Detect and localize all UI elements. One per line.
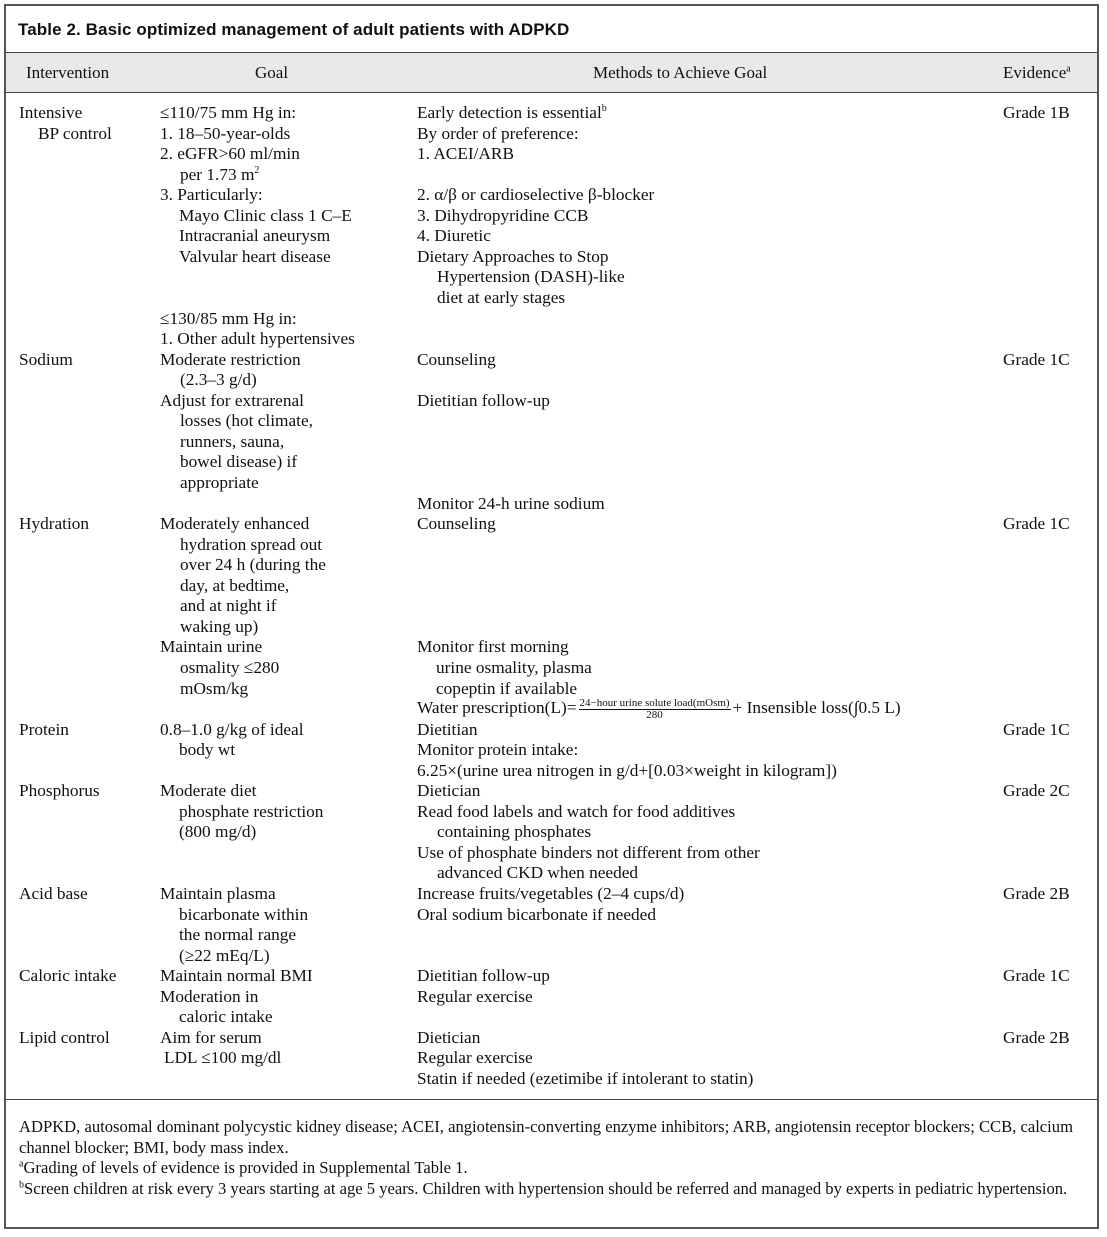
sodium-goal-line: appropriate [180,473,259,492]
header-methods: Methods to Achieve Goal [593,63,768,82]
caloric-method-line: Regular exercise [417,987,533,1006]
bp-goal-line: Valvular heart disease [179,247,331,266]
phosphorus-goal-line: Moderate diet [160,781,257,800]
water-prescription-formula: Water prescription(L)= $\frac{\text{24−hour urine solute load(mOsm)}}{280}$ + Insensible loss(∫0.5 L) [417,696,901,721]
bp-method-line: Hypertension (DASH)-like [437,267,625,286]
bp-goal-line: 1. Other adult hypertensives [160,329,355,348]
sodium-method-line: Monitor 24-h urine sodium [417,494,605,513]
phosphorus-method-line: Dietician [417,781,481,800]
footnote-divider [6,1099,1097,1100]
acid-goal-line: the normal range [179,925,297,944]
bp-method-line: diet at early stages [437,288,566,307]
hydration-goal-line: day, at bedtime, [180,576,290,595]
phosphorus-method-line: advanced CKD when needed [437,863,639,882]
bp-goal-line: Mayo Clinic class 1 C–E [179,206,352,225]
phosphorus-method-line: Use of phosphate binders not different from other [417,843,760,862]
hydration-method-line: copeptin if available [436,679,578,698]
bp-evidence: Grade 1B [1003,103,1070,122]
hydration-method-line: urine osmality, plasma [436,658,592,677]
header-intervention: Intervention [26,63,110,82]
protein-method-line: Dietitian [417,720,478,739]
bp-method-line: 2. α/β or cardioselective β-blocker [417,185,655,204]
formula-fraction: $\frac{\text{24−hour urine solute load(mOsm)}}{280}$ [579,696,730,721]
protein-method-line: Monitor protein intake: [417,740,579,759]
footnote-b: $^b$Screen children at risk every 3 years starting at age 5 years. Children with hypertension should be referred and managed by experts in pediatric hypertension. [19,1178,1068,1198]
bp-goal-line: Intracranial aneurysm [179,226,331,245]
bp-goal-line: 3. Particularly: [160,185,263,204]
footnote-a: $^a$Grading of levels of evidence is provided in Supplemental Table 1. [19,1158,468,1177]
bp-goal-line: ≤110/75 mm Hg in: [160,103,297,122]
sodium-goal-line: Adjust for extrarenal [160,391,304,410]
row-caloric-intervention: Caloric intake [19,966,117,985]
protein-method-line: 6.25×(urine urea nitrogen in g/d+[0.03×weight in kilogram]) [417,761,837,780]
bp-goal-line: per 1.73 $m^2$ [180,165,260,184]
header-evidence: Evidence$^a$ [1003,63,1071,82]
lipid-evidence: Grade 2B [1003,1028,1070,1047]
phosphorus-method-line: containing phosphates [437,822,592,841]
header-goal: Goal [255,63,289,82]
hydration-method-line: Monitor first morning [417,637,569,656]
caloric-goal-line: Maintain normal BMI [160,966,313,985]
acid-goal-line: (≥22 mEq/L) [179,946,270,965]
bp-method-line: 4. Diuretic [417,226,491,245]
caloric-method-line: Dietitian follow-up [417,966,550,985]
protein-goal-line: body wt [179,740,236,759]
sodium-goal-line: runners, sauna, [180,432,285,451]
bp-method-line: Dietary Approaches to Stop [417,247,609,266]
bp-method-line: By order of preference: [417,124,579,143]
lipid-method-line: Statin if needed (ezetimibe if intolerant to statin) [417,1069,754,1088]
table-title: Table 2. Basic optimized management of adult patients with ADPKD [18,20,570,39]
hydration-goal-line: Moderately enhanced [160,514,310,533]
sodium-evidence: Grade 1C [1003,350,1070,369]
row-protein-intervention: Protein [19,720,69,739]
hydration-goal-line: hydration spread out [180,535,323,554]
hydration-evidence: Grade 1C [1003,514,1070,533]
protein-evidence: Grade 1C [1003,720,1070,739]
acid-method-line: Increase fruits/vegetables (2–4 cups/d) [417,884,685,903]
lipid-method-line: Dietician [417,1028,481,1047]
phosphorus-method-line: Read food labels and watch for food additives [417,802,736,821]
sodium-goal-line: bowel disease) if [180,452,298,471]
acid-method-line: Oral sodium bicarbonate if needed [417,905,656,924]
hydration-goal-line: waking up) [180,617,259,636]
acid-goal-line: Maintain plasma [160,884,276,903]
caloric-goal-line: caloric intake [179,1007,273,1026]
bp-goal-line: ≤130/85 mm Hg in: [160,309,297,328]
hydration-goal-line: over 24 h (during the [180,555,326,574]
acid-goal-line: bicarbonate within [179,905,309,924]
phosphorus-evidence: Grade 2C [1003,781,1070,800]
hydration-goal-line: mOsm/kg [180,679,249,698]
sodium-goal-line: Moderate restriction [160,350,301,369]
table-footnotes [19,1117,1091,1199]
lipid-goal-line: Aim for serum [160,1028,262,1047]
caloric-evidence: Grade 1C [1003,966,1070,985]
bp-method-line: 3. Dihydropyridine CCB [417,206,589,225]
phosphorus-goal-line: phosphate restriction [179,802,324,821]
lipid-goal-line: LDL ≤100 mg/dl [164,1048,282,1067]
hydration-goal-line: and at night if [180,596,277,615]
row-acid-base-intervention: Acid base [19,884,88,903]
sodium-method-line: Dietitian follow-up [417,391,550,410]
hydration-goal-line: osmality ≤280 [180,658,280,677]
row-bp-intervention: Intensive [19,103,83,122]
footnote-abbreviations: ADPKD, autosomal dominant polycystic kidney disease; ACEI, angiotensin-converting enzyme inhibitors; ARB, angiotensin receptor blockers; CCB, calcium channel blocker; BMI, body mass index. [19,1117,1073,1157]
bp-goal-line: 1. 18–50-year-olds [160,124,291,143]
row-hydration-intervention: Hydration [19,514,90,533]
lipid-method-line: Regular exercise [417,1048,533,1067]
row-sodium-intervention: Sodium [19,350,73,369]
row-lipid-intervention: Lipid control [19,1028,110,1047]
protein-goal-line: 0.8–1.0 g/kg of ideal [160,720,304,739]
phosphorus-goal-line: (800 mg/d) [179,822,257,841]
row-bp-intervention-2: BP control [38,124,112,143]
sodium-method-line: Counseling [417,350,496,369]
sodium-goal-line: (2.3–3 g/d) [180,370,257,389]
caloric-goal-line: Moderation in [160,987,259,1006]
bp-method-line: 1. ACEI/ARB [417,144,514,163]
hydration-method-line: Counseling [417,514,496,533]
hydration-goal-line: Maintain urine [160,637,263,656]
acid-evidence: Grade 2B [1003,884,1070,903]
sodium-goal-line: losses (hot climate, [180,411,313,430]
header-row [6,52,1097,93]
row-phosphorus-intervention: Phosphorus [19,781,100,800]
bp-goal-line: 2. eGFR>60 ml/min [160,144,300,163]
bp-method-line: Early detection is essential$^b$ [417,103,607,122]
